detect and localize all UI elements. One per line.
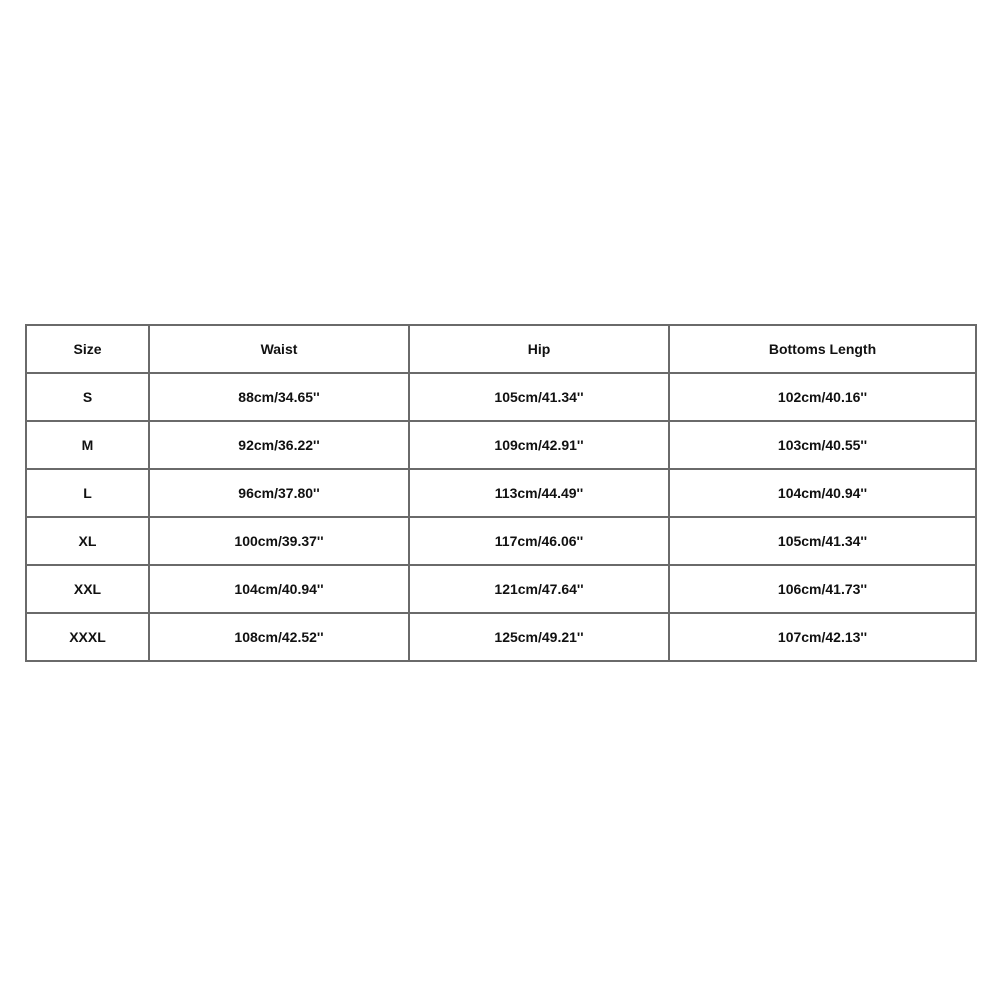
table-row [26, 373, 976, 421]
header-hip: Hip [409, 325, 669, 373]
cell-size: M [26, 421, 149, 469]
cell-size: XXL [26, 565, 149, 613]
cell-waist: 92cm/36.22'' [149, 421, 409, 469]
table-row [26, 517, 976, 565]
cell-waist: 96cm/37.80'' [149, 469, 409, 517]
table-row [26, 565, 976, 613]
cell-hip: 105cm/41.34'' [409, 373, 669, 421]
cell-hip: 121cm/47.64'' [409, 565, 669, 613]
cell-hip: 117cm/46.06'' [409, 517, 669, 565]
cell-hip: 125cm/49.21'' [409, 613, 669, 661]
cell-size: XXXL [26, 613, 149, 661]
cell-bottoms-length: 103cm/40.55'' [669, 421, 976, 469]
table-header [26, 325, 976, 373]
table-row [26, 613, 976, 661]
cell-waist: 100cm/39.37'' [149, 517, 409, 565]
cell-size: L [26, 469, 149, 517]
cell-bottoms-length: 106cm/41.73'' [669, 565, 976, 613]
table-body [26, 373, 976, 661]
size-chart-table [25, 324, 977, 662]
cell-hip: 113cm/44.49'' [409, 469, 669, 517]
table-row [26, 469, 976, 517]
header-bottoms-length: Bottoms Length [669, 325, 976, 373]
cell-waist: 104cm/40.94'' [149, 565, 409, 613]
cell-bottoms-length: 104cm/40.94'' [669, 469, 976, 517]
cell-waist: 108cm/42.52'' [149, 613, 409, 661]
cell-size: S [26, 373, 149, 421]
cell-waist: 88cm/34.65'' [149, 373, 409, 421]
table-row [26, 421, 976, 469]
cell-hip: 109cm/42.91'' [409, 421, 669, 469]
header-size: Size [26, 325, 149, 373]
header-row [26, 325, 976, 373]
cell-bottoms-length: 107cm/42.13'' [669, 613, 976, 661]
cell-bottoms-length: 105cm/41.34'' [669, 517, 976, 565]
header-waist: Waist [149, 325, 409, 373]
cell-bottoms-length: 102cm/40.16'' [669, 373, 976, 421]
cell-size: XL [26, 517, 149, 565]
